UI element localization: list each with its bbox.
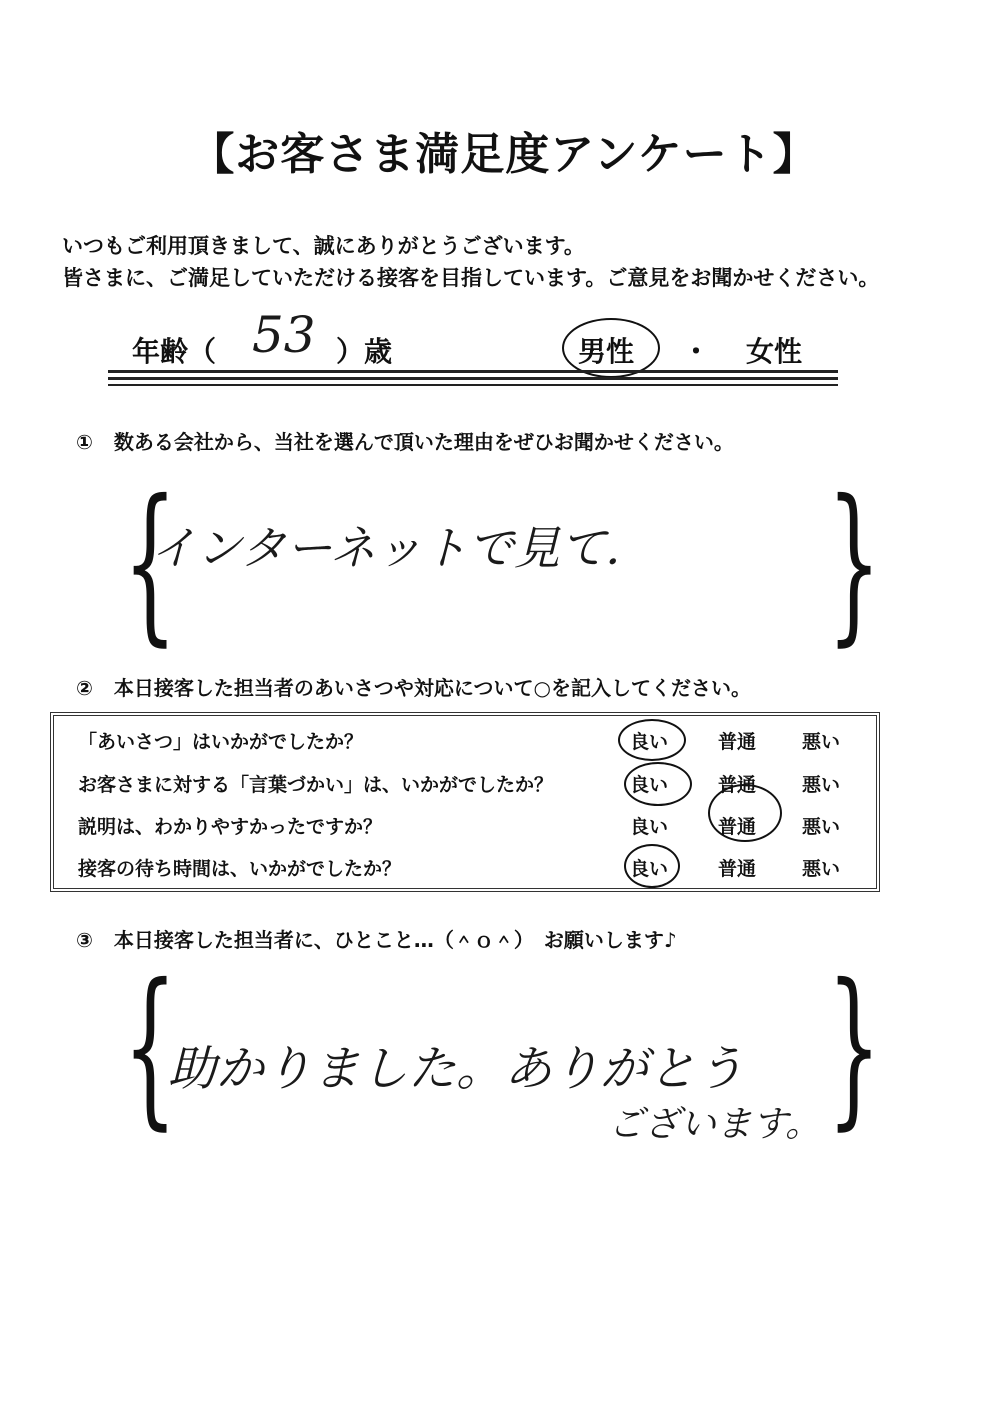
divider-middle bbox=[108, 377, 838, 380]
gender-female-option[interactable]: 女性 bbox=[746, 335, 803, 368]
q3-answer-line-1[interactable]: 助かりました。ありがとう bbox=[168, 1041, 745, 1097]
age-value[interactable]: 53 bbox=[252, 306, 316, 364]
age-label-suffix: ）歳 bbox=[336, 335, 393, 368]
q1-right-brace: } bbox=[827, 464, 882, 662]
rating-question: 説明は、わかりやすかったですか？ bbox=[78, 816, 383, 838]
selected-rating-circle bbox=[624, 844, 680, 888]
q3-answer-line-2[interactable]: ございます。 bbox=[608, 1104, 822, 1145]
q1-prompt bbox=[76, 426, 734, 455]
rating-row-wait-time bbox=[78, 854, 858, 894]
intro-line-2: 皆さまに、ご満足していただける接客を目指しています。ご意見をお聞かせください。 bbox=[62, 266, 880, 290]
q3-right-brace: } bbox=[827, 948, 882, 1146]
rating-question: 「あいさつ」はいかがでしたか？ bbox=[78, 731, 364, 753]
rating-question: お客さまに対する「言葉づかい」は、いかがでしたか？ bbox=[78, 774, 554, 796]
rating-row-explanation bbox=[78, 812, 858, 852]
rating-option-poor[interactable]: 悪い bbox=[802, 816, 841, 838]
q1-number: ① bbox=[76, 430, 93, 454]
q2-number: ② bbox=[76, 676, 93, 700]
q3-text: 本日接客した担当者に、ひとこと…（＾ｏ＾） お願いします♪ bbox=[113, 928, 677, 952]
selected-rating-circle bbox=[624, 762, 692, 806]
gender-male-option[interactable]: 男性 bbox=[578, 335, 635, 368]
rating-option-average[interactable]: 普通 bbox=[718, 731, 757, 753]
rating-option-good[interactable]: 良い bbox=[630, 816, 669, 838]
rating-option-average[interactable]: 普通 bbox=[718, 816, 757, 838]
rating-option-poor[interactable]: 悪い bbox=[802, 731, 841, 753]
intro-line-1: いつもご利用頂きまして、誠にありがとうございます。 bbox=[62, 234, 585, 258]
selected-rating-circle bbox=[708, 784, 782, 842]
rating-option-poor[interactable]: 悪い bbox=[802, 858, 841, 880]
age-label-prefix: 年齢（ bbox=[132, 335, 217, 368]
selected-rating-circle bbox=[618, 719, 686, 761]
divider-top bbox=[108, 370, 838, 373]
q2-text: 本日接客した担当者のあいさつや対応について○を記入してください。 bbox=[113, 676, 751, 700]
rating-option-average[interactable]: 普通 bbox=[718, 774, 757, 796]
survey-title: 【お客さま満足度アンケート】 bbox=[190, 129, 818, 180]
rating-question: 接客の待ち時間は、いかがでしたか？ bbox=[78, 858, 402, 880]
q1-answer[interactable]: インターネットで見て． bbox=[150, 521, 651, 575]
q3-number: ③ bbox=[76, 928, 93, 952]
q1-left-brace: { bbox=[123, 464, 178, 662]
q3-left-brace: { bbox=[123, 948, 178, 1146]
rating-option-good[interactable]: 良い bbox=[630, 774, 669, 796]
divider-bottom bbox=[108, 384, 838, 386]
rating-option-poor[interactable]: 悪い bbox=[802, 774, 841, 796]
q2-prompt bbox=[76, 672, 751, 701]
gender-separator: ・ bbox=[682, 335, 711, 368]
selected-gender-circle bbox=[562, 318, 660, 378]
rating-option-good[interactable]: 良い bbox=[630, 858, 669, 880]
rating-option-average[interactable]: 普通 bbox=[718, 858, 757, 880]
rating-row-greeting bbox=[78, 727, 858, 767]
rating-option-good[interactable]: 良い bbox=[630, 731, 669, 753]
q1-text: 数ある会社から、当社を選んで頂いた理由をぜひお聞かせください。 bbox=[113, 430, 734, 454]
